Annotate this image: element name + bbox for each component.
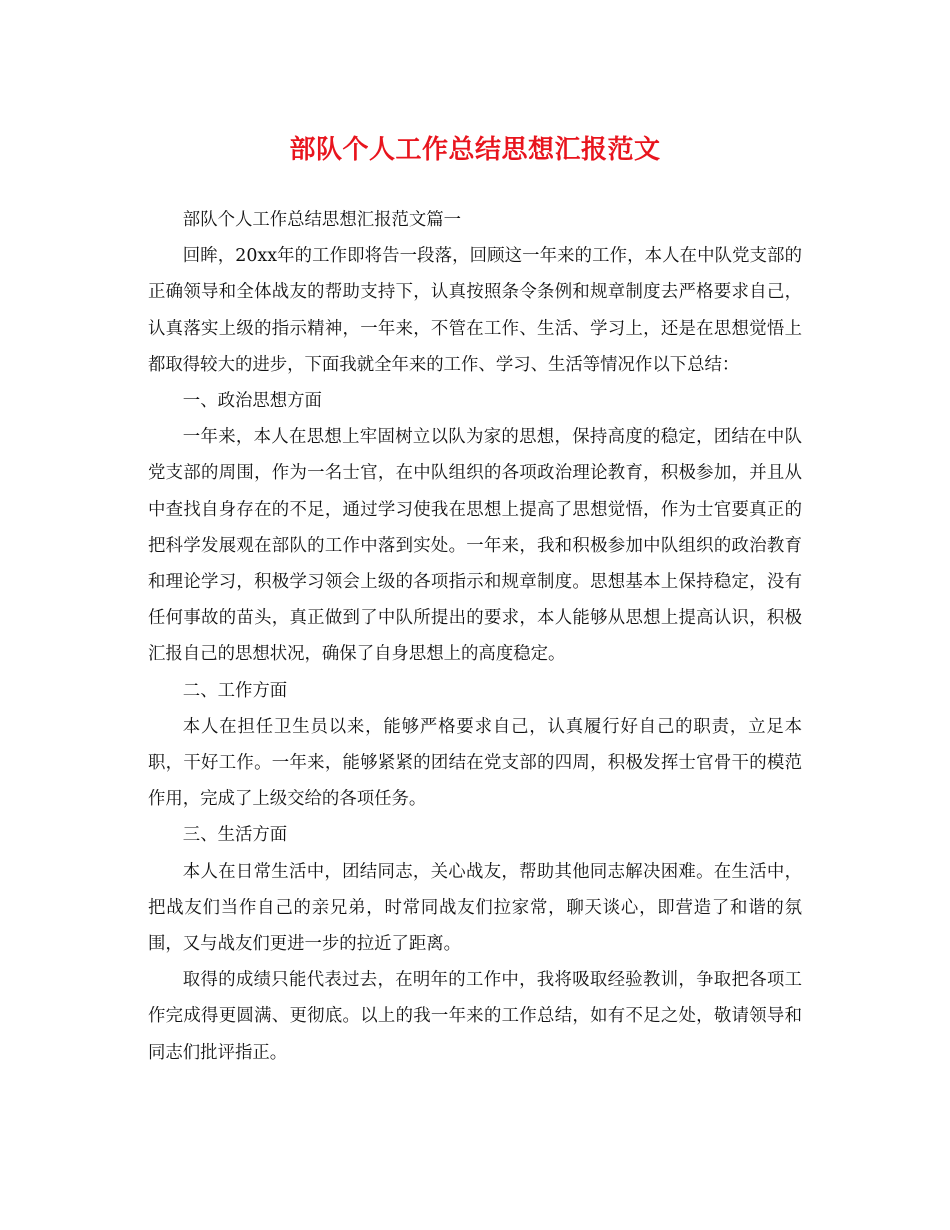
section-heading-work: 二、工作方面 — [182, 680, 288, 701]
section-heading-political: 一、政治思想方面 — [182, 391, 322, 412]
document-title: 部队个人工作总结思想汇报范文 — [289, 135, 661, 165]
document-body — [148, 202, 802, 1071]
section-subtitle: 部队个人工作总结思想汇报范文篇一 — [182, 210, 462, 230]
intro-paragraph: 回眸，20xx年的工作即将告一段落，回顾这一年来的工作，本人在中队党支部的正确领导和全体战友的帮助支持下，认真按照条令条例和规章制度去严格要求自己，认真落实上级的指示精神，一年来，不管在工作、生活、学习上，还是在思想觉悟上都取得较大的进步，下面我就全年来的工作、学习、生活等情况作以下总结： — [148, 246, 802, 375]
closing-paragraph: 取得的成绩只能代表过去，在明年的工作中，我将吸取经验教训，争取把各项工作完成得更圆满、更彻底。以上的我一年来的工作总结，如有不足之处，敬请领导和同志们批评指正。 — [148, 970, 802, 1063]
political-paragraph: 一年来，本人在思想上牢固树立以队为家的思想，保持高度的稳定，团结在中队党支部的周围，作为一名士官，在中队组织的各项政治理论教育，积极参加，并且从中查找自身存在的不足，通过学习使我在思想上提高了思想觉悟，作为士官要真正的把科学发展观在部队的工作中落到实处。一年来，我和积极参加中队组织的政治教育和理论学习，积极学习领会上级的各项指示和规章制度。思想基本上保持稳定，没有任何事故的苗头，真正做到了中队所提出的要求，本人能够从思想上提高认识，积极汇报自己的思想状况，确保了自身思想上的高度稳定。 — [148, 427, 802, 665]
work-paragraph: 本人在担任卫生员以来，能够严格要求自己，认真履行好自己的职责，立足本职，干好工作。一年来，能够紧紧的团结在党支部的四周，积极发挥士官骨干的模范作用，完成了上级交给的各项任务。 — [148, 716, 802, 810]
section-heading-life: 三、生活方面 — [182, 825, 288, 846]
life-paragraph: 本人在日常生活中，团结同志，关心战友，帮助其他同志解决困难。在生活中，把战友们当作自己的亲兄弟，时常同战友们拉家常，聊天谈心，即营造了和谐的氛围，又与战友们更进一步的拉近了距离。 — [148, 861, 802, 955]
